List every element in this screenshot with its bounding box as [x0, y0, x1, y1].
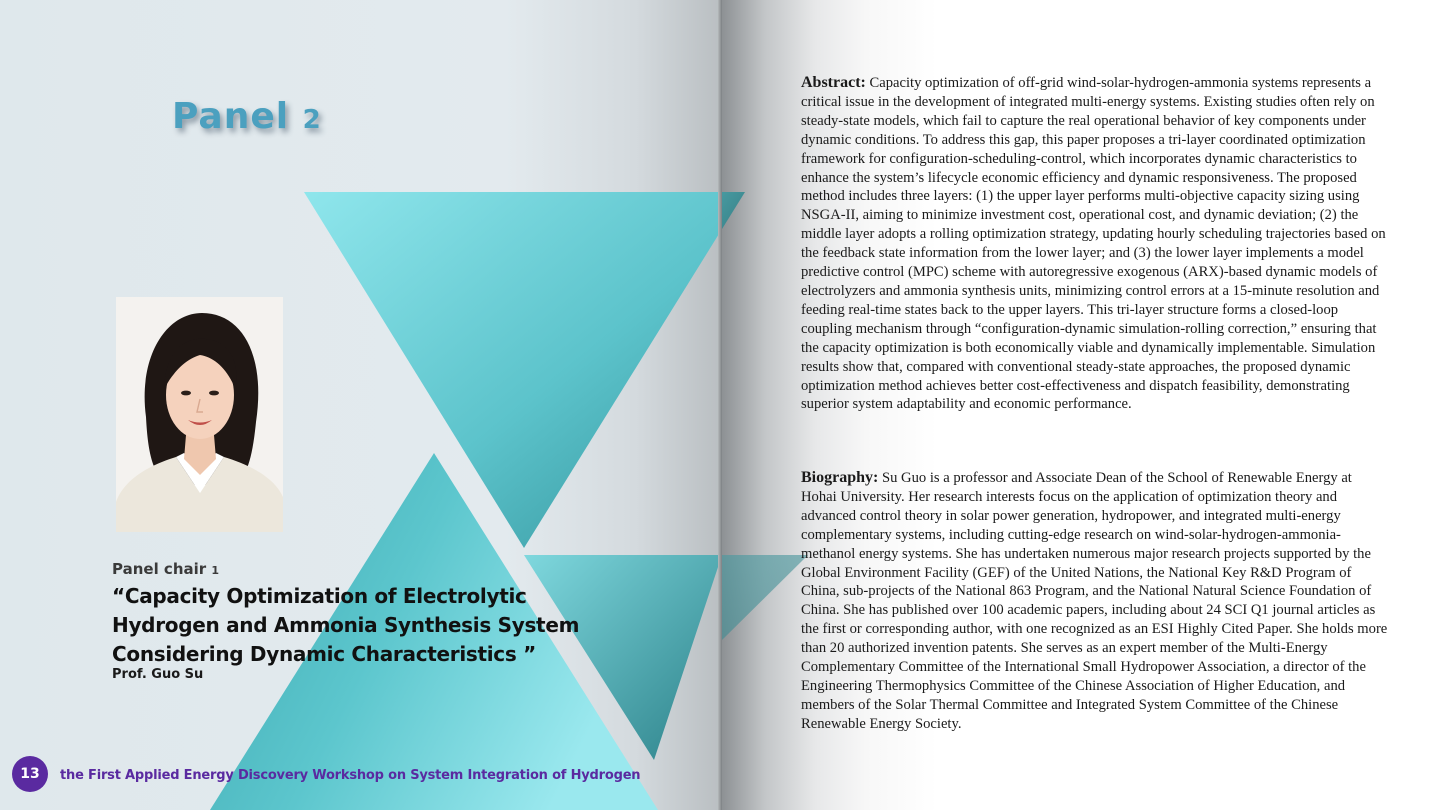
- panel-chair-label: Panel chair 1: [112, 560, 220, 578]
- triangle-small-edge: [722, 555, 808, 640]
- panel-chair-number: 1: [211, 564, 220, 577]
- panel-title: Panel 2: [172, 96, 322, 137]
- triangle-top-edge: [722, 192, 745, 229]
- abstract-text: Capacity optimization of off-grid wind-solar-hydrogen-ammonia systems represents a critical issue in the development of integrated multi-energy systems. Existing studies often rely on steady-state models, which fail to capture the real operational behavior of key components under dynamic conditions. To address this gap, this paper proposes a tri-layer coordinated optimization framework for configuration-scheduling-control, which incorporates dynamic characteristics to enhance the system’s lifecycle economic efficiency and dynamic responsiveness. The proposed method includes three layers: (1) the upper layer performs multi-objective capacity sizing using NSGA-II, aiming to minimize investment cost, operational cost, and dynamic deviation; (2) the middle layer adopts a rolling optimization strategy, updating hourly scheduling trajectories based on the feedback state information from the lower layer; and (3) the lower layer implements a model predictive control (MPC) scheme with autoregressive exogenous (ARX)-based dynamic models of electrolyzers and ammonia synthesis units, minimizing control errors at a 15-minute resolution and feeding real-time states back to the upper layers. This tri-layer structure forms a closed-loop coupling mechanism through “configuration-dynamic simulation-rolling correction,” ensuring that the capacity optimization is both economically viable and dynamically implementable. Simulation results show that, compared with conventional steady-state approaches, the proposed dynamic optimization method achieves better cost-effectiveness and dispatch feasibility, demonstrating superior system adaptability and economic performance.: [801, 75, 1386, 413]
- panel-number: 2: [302, 105, 322, 135]
- portrait-illustration: [116, 297, 283, 532]
- biography-text: Su Guo is a professor and Associate Dean of the School of Renewable Energy at Hohai University. Her research interests focus on the application of optimization theory and advanced control theory in solar power generation, hydropower, and integrated multi-energy complementary systems, including cutting-edge research on wind-solar-hydrogen-ammonia-methanol energy systems. She has undertaken numerous major research projects supported by the Global Environment Facility (GEF) of the United Nations, the National Key R&D Program of China, sub-projects of the National 863 Program, and the National Natural Science Foundation of China. She has published over 100 academic papers, including about 24 SCI Q1 journal articles as the first or corresponding author, with one recognized as an ESI Highly Cited Paper. She holds more than 20 authorized invention patents. She serves as an expert member of the Multi-Energy Complementary Committee of the International Small Hydropower Association, a director of the Engineering Thermophysics Committee of the Chinese Association of Higher Education, and members of the Solar Thermal Committee and Integrated System Committee of the Chinese Renewable Energy Society.: [801, 470, 1388, 732]
- footer-workshop-title: the First Applied Energy Discovery Workshop on System Integration of Hydrogen: [60, 768, 641, 783]
- biography-label: Biography:: [801, 469, 879, 486]
- speaker-photo: [116, 297, 283, 532]
- speaker-name: Prof. Guo Su: [112, 667, 204, 682]
- talk-title: “Capacity Optimization of Electrolytic Hydrogen and Ammonia Synthesis System Considering Dynamic Characteristics ”: [112, 584, 580, 666]
- abstract-label: Abstract:: [801, 74, 866, 91]
- page-number-badge: 13: [12, 756, 48, 792]
- triangle-top: [304, 192, 722, 548]
- abstract-paragraph: [801, 74, 1391, 414]
- biography-paragraph: [801, 469, 1391, 734]
